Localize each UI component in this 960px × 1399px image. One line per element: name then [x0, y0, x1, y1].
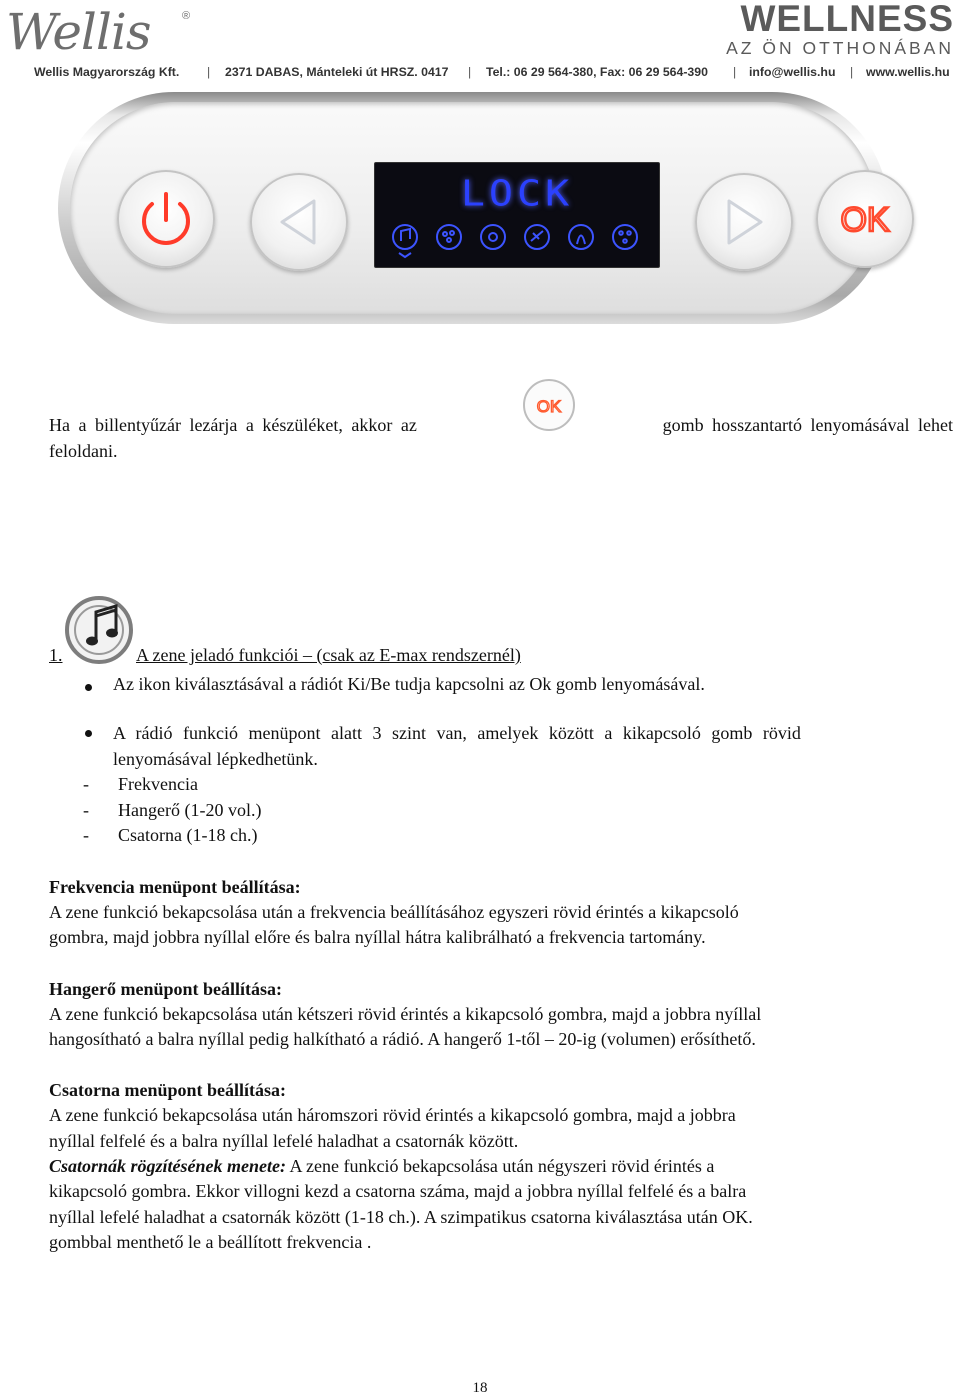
freq-text-line: gombra, majd jobbra nyíllal előre és balra nyíllal hátra kalibrálható a frekvencia tartomány.: [49, 927, 706, 947]
ok-sentence-cont: feloldani.: [49, 441, 118, 461]
lcd-lock-text: LOCK: [460, 173, 574, 215]
company-web: www.wellis.hu: [866, 65, 950, 79]
level-item: Frekvencia: [118, 774, 198, 794]
ok-icon-label: OK: [536, 397, 562, 416]
right-arrow-button: [695, 173, 793, 271]
right-arrow-icon: [697, 175, 791, 269]
wellis-logo: [6, 2, 196, 64]
brand-tagline: AZ ÖN OTTHONÁBAN: [726, 38, 954, 58]
section-number: 1.: [49, 645, 63, 665]
volume-text-line: A zene funkció bekapcsolása után kétszeri rövid érintés a kikapcsoló gombra, majd a jobbra nyíllal: [49, 1004, 762, 1024]
volume-text-line: hangosítható a balra nyíllal pedig halkítható a rádió. A hangerő 1-től – 20-ig (volumen) erősíthető.: [49, 1029, 756, 1049]
ok-label: OK: [840, 201, 890, 239]
volume-title: Hangerő menüpont beállítása:: [49, 979, 283, 999]
freq-title: Frekvencia menüpont beállítása:: [49, 877, 301, 897]
brand-title: WELLNESS: [740, 0, 954, 39]
channel-text-line: nyíllal felfelé és a balra nyíllal lefelé haladhat a csatornák között.: [49, 1131, 519, 1151]
channel-save-line: kikapcsoló gombra. Ekkor villogni kezd a csatorna száma, majd a jobbra nyíllal felfelé és a balra: [49, 1181, 747, 1201]
music-icon: [393, 225, 417, 249]
channel-save-text: A zene funkció bekapcsolása után négyszeri rövid érintés a: [286, 1156, 715, 1176]
dash-marker: -: [83, 774, 89, 794]
channel-save-line: [49, 1153, 954, 1179]
dash-marker: -: [83, 825, 89, 845]
dash-marker: -: [83, 800, 89, 820]
level-item: Hangerő (1-20 vol.): [118, 800, 262, 820]
dots-icon: [613, 225, 637, 249]
registered-mark: ®: [182, 10, 191, 22]
page-number: 18: [472, 1380, 488, 1396]
panel-face: [70, 102, 890, 314]
logo-text: Wellis: [6, 3, 151, 61]
music-note-icon: [62, 592, 136, 664]
light-icon: [481, 225, 505, 249]
separator: |: [207, 65, 211, 79]
ok-sentence-start: Ha a billentyűzár lezárja a készüléket, akkor az: [49, 415, 417, 435]
lcd-display: [374, 162, 660, 268]
ok-sentence-end: gomb hosszantartó lenyomásával lehet: [662, 415, 953, 435]
level-item: Csatorna (1-18 ch.): [118, 825, 258, 845]
channel-save-line: gombbal menthető le a beállított frekvencia .: [49, 1232, 372, 1252]
freq-text-line: A zene funkció bekapcsolása után a frekvencia beállításához egyszeri rövid érintés a kikapcsoló: [49, 902, 739, 922]
power-icon: [119, 172, 213, 266]
left-arrow-button: [250, 173, 348, 271]
company-name: Wellis Magyarország Kft.: [34, 65, 180, 79]
bullet-marker: [85, 684, 92, 691]
separator: |: [850, 65, 854, 79]
channel-text-line: A zene funkció bekapcsolása után háromszori rövid érintés a kikapcsoló gombra, majd a jobbra: [49, 1105, 736, 1125]
channel-save-title: Csatornák rögzítésének menete:: [49, 1156, 286, 1176]
wellness-brand: [726, 0, 954, 58]
ok-icon: [818, 172, 912, 266]
bullet-item: A rádió funkció menüpont alatt 3 szint van, amelyek között a kikapcsoló gomb rövid: [113, 723, 801, 743]
ok-button-icon: [520, 374, 578, 432]
flame-icon: [569, 225, 593, 249]
separator: |: [468, 65, 472, 79]
company-email: info@wellis.hu: [749, 65, 836, 79]
separator: |: [733, 65, 737, 79]
control-panel-photo: [58, 92, 888, 324]
contact-bar: [0, 65, 960, 83]
channel-title: Csatorna menüpont beállítása:: [49, 1080, 287, 1100]
section-title: A zene jeladó funkciói – (csak az E-max rendszernél): [136, 645, 521, 665]
company-address: 2371 DABAS, Mánteleki út HRSZ. 0417: [225, 65, 449, 79]
ok-button: [816, 170, 914, 268]
left-arrow-icon: [252, 175, 346, 269]
lcd-function-icons: [383, 219, 651, 259]
power-button: [117, 170, 215, 268]
bullet-item: Az ikon kiválasztásával a rádiót Ki/Be tudja kapcsolni az Ok gomb lenyomásával.: [113, 674, 705, 694]
bullet-item-cont: lenyomásával lépkedhetünk.: [113, 749, 318, 769]
bullet-marker: [85, 730, 92, 737]
channel-save-line: nyíllal lefelé haladhat a csatornák között (1-18 ch.). A szimpatikus csatorna kiválasztása után OK.: [49, 1207, 753, 1227]
company-phone: Tel.: 06 29 564-380, Fax: 06 29 564-390: [486, 65, 708, 79]
